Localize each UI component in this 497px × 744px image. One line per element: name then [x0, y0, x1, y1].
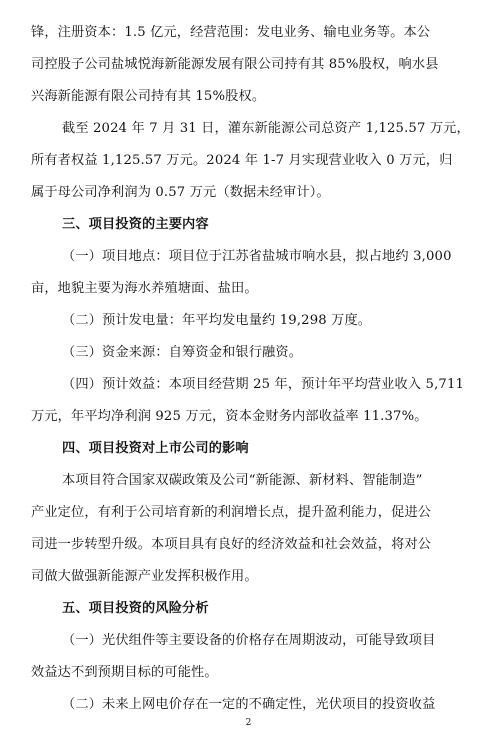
paragraph-line: （二）预计发电量：年平均发电量约 19,298 万度。	[62, 313, 372, 328]
paragraph-line: 本项目符合国家双碳政策及公司“新能源、新材料、智能制造”	[62, 473, 423, 488]
page-number: 2	[245, 718, 252, 728]
paragraph-line: 司做大做强新能源产业发挥积极作用。	[31, 569, 258, 584]
paragraph-line: 产业定位，有利于公司培育新的利润增长点，提升盈利能力，促进公	[31, 505, 432, 520]
section-heading: 四、项目投资对上市公司的影响	[62, 441, 249, 456]
section-heading: 五、项目投资的风险分析	[62, 601, 209, 616]
paragraph-line: 所有者权益 1,125.57 万元。2024 年 1-7 月实现营业收入 0 万元，归	[31, 153, 453, 168]
paragraph-line: 司控股子公司盐城悦海新能源发展有限公司持有其 85%股权，响水县	[31, 57, 439, 72]
paragraph-line: 万元，年平均净利润 925 万元，资本金财务内部收益率 11.37%。	[31, 409, 428, 424]
paragraph-line: （四）预计效益：本项目经营期 25 年，预计年平均营业收入 5,711	[62, 377, 465, 392]
paragraph-line: 属于母公司净利润为 0.57 万元（数据未经审计）。	[31, 185, 330, 200]
paragraph-line: 亩，地貌主要为海水养殖塘面、盐田。	[31, 281, 258, 296]
paragraph-line: 司进一步转型升级。本项目具有良好的经济效益和社会效益，将对公	[31, 537, 432, 552]
paragraph-line: 锋，注册资本：1.5 亿元，经营范围：发电业务、输电业务等。本公	[31, 25, 431, 40]
paragraph-line: （二）未来上网电价存在一定的不确定性，光伏项目的投资收益	[62, 697, 436, 712]
paragraph-line: 兴海新能源有限公司持有其 15%股权。	[31, 89, 266, 104]
paragraph-line: （一）光伏组件等主要设备的价格存在周期波动，可能导致项目	[62, 633, 436, 648]
paragraph-line: 效益达不到预期目标的可能性。	[31, 665, 218, 680]
paragraph-line: （三）资金来源：自筹资金和银行融资。	[62, 345, 303, 360]
paragraph-line: 截至 2024 年 7 月 31 日，灌东新能源公司总资产 1,125.57 万元，	[62, 121, 470, 136]
section-heading: 三、项目投资的主要内容	[62, 217, 209, 232]
paragraph-line: （一）项目地点：项目位于江苏省盐城市响水县，拟占地约 3,000	[62, 249, 452, 264]
